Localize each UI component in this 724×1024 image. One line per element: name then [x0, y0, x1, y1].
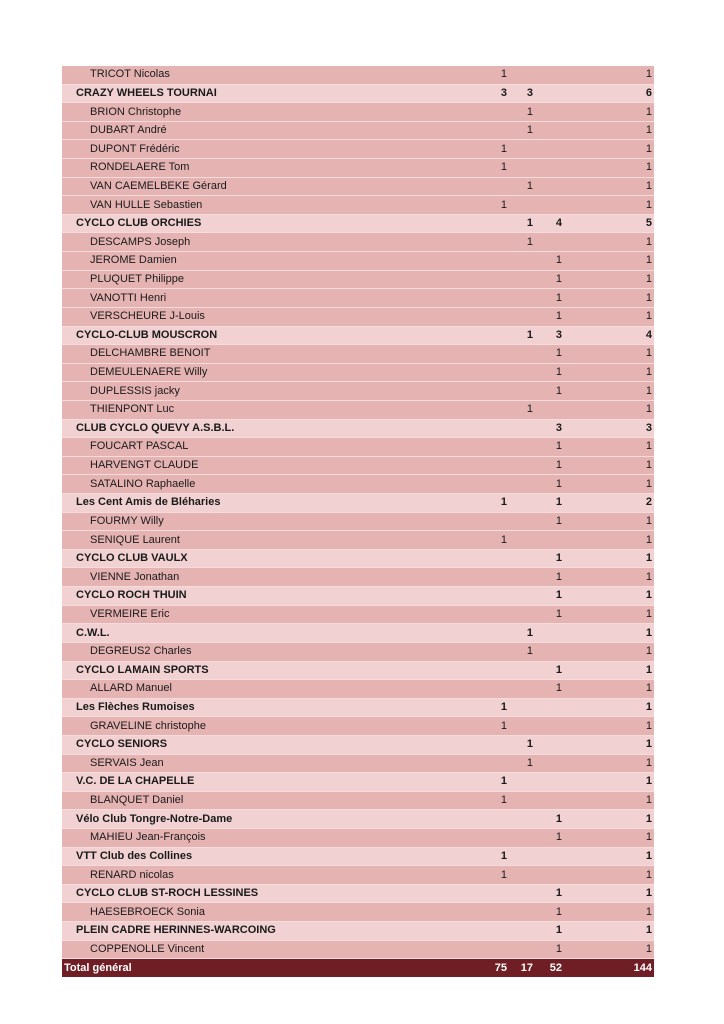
name-cell: DUPONT Frédéric: [62, 140, 427, 159]
row-total-cell: 6: [566, 84, 654, 103]
count-col3-cell: 1: [537, 661, 566, 680]
count-col2-cell: [511, 866, 537, 885]
count-col3-cell: 1: [537, 568, 566, 587]
club-row: [62, 735, 654, 754]
member-row: [62, 196, 654, 215]
count-col2-cell: 1: [511, 624, 537, 643]
row-total-cell: 1: [566, 680, 654, 699]
count-col1-cell: [427, 475, 511, 494]
row-total-cell: 1: [566, 810, 654, 829]
row-total-cell: 1: [566, 363, 654, 382]
club-row: [62, 494, 654, 513]
count-col2-cell: [511, 363, 537, 382]
name-cell: FOURMY Willy: [62, 512, 427, 531]
count-col1-cell: 1: [427, 531, 511, 550]
count-col2-cell: [511, 140, 537, 159]
club-row: [62, 698, 654, 717]
club-row: [62, 214, 654, 233]
count-col3-cell: 1: [537, 289, 566, 308]
count-col2-cell: [511, 828, 537, 847]
row-total-cell: 1: [566, 400, 654, 419]
count-col1-cell: [427, 549, 511, 568]
count-col2-cell: [511, 810, 537, 829]
count-col1-cell: 1: [427, 773, 511, 792]
count-col2-cell: [511, 903, 537, 922]
results-table-body: [62, 66, 654, 977]
count-col2-cell: 1: [511, 103, 537, 122]
name-cell: ALLARD Manuel: [62, 680, 427, 699]
member-row: [62, 270, 654, 289]
count-col1-cell: [427, 400, 511, 419]
count-col2-cell: [511, 159, 537, 178]
name-cell: CYCLO LAMAIN SPORTS: [62, 661, 427, 680]
count-col2-cell: [511, 940, 537, 959]
member-row: [62, 568, 654, 587]
count-col2-cell: [511, 475, 537, 494]
count-col3-cell: 1: [537, 605, 566, 624]
member-row: [62, 512, 654, 531]
count-col2-cell: [511, 661, 537, 680]
row-total-cell: 1: [566, 345, 654, 364]
count-col3-cell: [537, 866, 566, 885]
name-cell: CYCLO CLUB ST-ROCH LESSINES: [62, 884, 427, 903]
name-cell: CYCLO ROCH THUIN: [62, 587, 427, 606]
name-cell: Total général: [62, 959, 427, 977]
name-cell: Les Cent Amis de Bléharies: [62, 494, 427, 513]
row-total-cell: 1: [566, 549, 654, 568]
count-col1-cell: [427, 624, 511, 643]
count-col1-cell: 1: [427, 847, 511, 866]
club-row: [62, 847, 654, 866]
name-cell: COPPENOLLE Vincent: [62, 940, 427, 959]
row-total-cell: 1: [566, 66, 654, 84]
count-col2-cell: [511, 382, 537, 401]
count-col2-cell: [511, 66, 537, 84]
count-col3-cell: [537, 717, 566, 736]
count-col3-cell: 1: [537, 307, 566, 326]
count-col2-cell: [511, 717, 537, 736]
member-row: [62, 233, 654, 252]
row-total-cell: 1: [566, 382, 654, 401]
count-col3-cell: 1: [537, 494, 566, 513]
count-col2-cell: [511, 438, 537, 457]
count-col1-cell: [427, 345, 511, 364]
member-row: [62, 642, 654, 661]
count-col3-cell: [537, 103, 566, 122]
name-cell: VTT Club des Collines: [62, 847, 427, 866]
count-col1-cell: [427, 735, 511, 754]
count-col2-cell: 1: [511, 326, 537, 345]
count-col3-cell: [537, 754, 566, 773]
row-total-cell: 1: [566, 456, 654, 475]
count-col2-cell: [511, 252, 537, 271]
count-col3-cell: [537, 140, 566, 159]
count-col3-cell: 1: [537, 549, 566, 568]
name-cell: VAN CAEMELBEKE Gérard: [62, 177, 427, 196]
member-row: [62, 252, 654, 271]
count-col3-cell: 1: [537, 884, 566, 903]
name-cell: PLEIN CADRE HERINNES-WARCOING: [62, 922, 427, 941]
count-col1-cell: 1: [427, 494, 511, 513]
row-total-cell: 1: [566, 903, 654, 922]
name-cell: Vélo Club Tongre-Notre-Dame: [62, 810, 427, 829]
count-col2-cell: 3: [511, 84, 537, 103]
count-col1-cell: [427, 642, 511, 661]
row-total-cell: 1: [566, 661, 654, 680]
name-cell: DEMEULENAERE Willy: [62, 363, 427, 382]
row-total-cell: 1: [566, 103, 654, 122]
club-row: [62, 84, 654, 103]
count-col3-cell: 1: [537, 512, 566, 531]
count-col1-cell: 1: [427, 196, 511, 215]
name-cell: VERSCHEURE J-Louis: [62, 307, 427, 326]
name-cell: VAN HULLE Sebastien: [62, 196, 427, 215]
count-col2-cell: [511, 605, 537, 624]
count-col2-cell: [511, 494, 537, 513]
grand-total-row: [62, 959, 654, 977]
name-cell: DUBART André: [62, 121, 427, 140]
member-row: [62, 382, 654, 401]
count-col3-cell: 1: [537, 456, 566, 475]
count-col1-cell: [427, 438, 511, 457]
count-col3-cell: 4: [537, 214, 566, 233]
member-row: [62, 363, 654, 382]
count-col2-cell: [511, 698, 537, 717]
name-cell: FOUCART PASCAL: [62, 438, 427, 457]
count-col1-cell: [427, 903, 511, 922]
member-row: [62, 791, 654, 810]
count-col3-cell: 1: [537, 922, 566, 941]
count-col2-cell: [511, 549, 537, 568]
row-total-cell: 1: [566, 922, 654, 941]
row-total-cell: 1: [566, 475, 654, 494]
name-cell: CRAZY WHEELS TOURNAI: [62, 84, 427, 103]
name-cell: GRAVELINE christophe: [62, 717, 427, 736]
count-col2-cell: 1: [511, 233, 537, 252]
count-col1-cell: 1: [427, 66, 511, 84]
count-col1-cell: 1: [427, 159, 511, 178]
row-total-cell: 1: [566, 531, 654, 550]
name-cell: CLUB CYCLO QUEVY A.S.B.L.: [62, 419, 427, 438]
member-row: [62, 103, 654, 122]
row-total-cell: 1: [566, 642, 654, 661]
row-total-cell: 1: [566, 307, 654, 326]
count-col3-cell: [537, 791, 566, 810]
member-row: [62, 866, 654, 885]
count-col3-cell: [537, 196, 566, 215]
count-col3-cell: [537, 698, 566, 717]
name-cell: THIENPONT Luc: [62, 400, 427, 419]
row-total-cell: 1: [566, 735, 654, 754]
row-total-cell: 1: [566, 828, 654, 847]
row-total-cell: 1: [566, 177, 654, 196]
row-total-cell: 1: [566, 698, 654, 717]
member-row: [62, 177, 654, 196]
member-row: [62, 307, 654, 326]
member-row: [62, 140, 654, 159]
count-col2-cell: [511, 847, 537, 866]
count-col3-cell: 1: [537, 810, 566, 829]
row-total-cell: 1: [566, 866, 654, 885]
row-total-cell: 1: [566, 624, 654, 643]
name-cell: HAESEBROECK Sonia: [62, 903, 427, 922]
count-col2-cell: [511, 773, 537, 792]
member-row: [62, 345, 654, 364]
count-col1-cell: [427, 810, 511, 829]
count-col1-cell: 1: [427, 717, 511, 736]
row-total-cell: 1: [566, 252, 654, 271]
name-cell: CYCLO CLUB ORCHIES: [62, 214, 427, 233]
member-row: [62, 456, 654, 475]
count-col2-cell: 1: [511, 735, 537, 754]
count-col2-cell: [511, 791, 537, 810]
count-col1-cell: [427, 754, 511, 773]
count-col3-cell: [537, 84, 566, 103]
count-col1-cell: [427, 214, 511, 233]
member-row: [62, 66, 654, 84]
count-col1-cell: [427, 512, 511, 531]
member-row: [62, 438, 654, 457]
row-total-cell: 1: [566, 270, 654, 289]
name-cell: JEROME Damien: [62, 252, 427, 271]
count-col1-cell: [427, 270, 511, 289]
count-col3-cell: 1: [537, 475, 566, 494]
count-col1-cell: [427, 828, 511, 847]
name-cell: CYCLO SENIORS: [62, 735, 427, 754]
count-col3-cell: [537, 400, 566, 419]
name-cell: CYCLO CLUB VAULX: [62, 549, 427, 568]
count-col3-cell: [537, 531, 566, 550]
count-col1-cell: [427, 252, 511, 271]
count-col2-cell: [511, 922, 537, 941]
name-cell: MAHIEU Jean-François: [62, 828, 427, 847]
row-total-cell: 4: [566, 326, 654, 345]
count-col3-cell: 1: [537, 587, 566, 606]
count-col1-cell: [427, 940, 511, 959]
count-col1-cell: [427, 587, 511, 606]
count-col3-cell: [537, 624, 566, 643]
name-cell: BLANQUET Daniel: [62, 791, 427, 810]
member-row: [62, 680, 654, 699]
row-total-cell: 1: [566, 605, 654, 624]
row-total-cell: 5: [566, 214, 654, 233]
count-col1-cell: [427, 177, 511, 196]
count-col2-cell: [511, 884, 537, 903]
results-table: [62, 66, 654, 977]
member-row: [62, 828, 654, 847]
count-col3-cell: 1: [537, 345, 566, 364]
row-total-cell: 1: [566, 196, 654, 215]
club-row: [62, 884, 654, 903]
count-col2-cell: [511, 531, 537, 550]
count-col1-cell: [427, 326, 511, 345]
count-col3-cell: 1: [537, 252, 566, 271]
count-col3-cell: 1: [537, 940, 566, 959]
count-col3-cell: 1: [537, 363, 566, 382]
count-col2-cell: 17: [511, 959, 537, 977]
count-col1-cell: [427, 363, 511, 382]
row-total-cell: 1: [566, 159, 654, 178]
count-col3-cell: [537, 773, 566, 792]
count-col1-cell: [427, 289, 511, 308]
row-total-cell: 1: [566, 884, 654, 903]
member-row: [62, 531, 654, 550]
count-col2-cell: [511, 307, 537, 326]
member-row: [62, 903, 654, 922]
count-col2-cell: 1: [511, 642, 537, 661]
row-total-cell: 2: [566, 494, 654, 513]
row-total-cell: 1: [566, 512, 654, 531]
name-cell: RENARD nicolas: [62, 866, 427, 885]
club-row: [62, 922, 654, 941]
name-cell: DEGREUS2 Charles: [62, 642, 427, 661]
count-col1-cell: 1: [427, 140, 511, 159]
count-col2-cell: [511, 456, 537, 475]
name-cell: VIENNE Jonathan: [62, 568, 427, 587]
member-row: [62, 717, 654, 736]
row-total-cell: 1: [566, 773, 654, 792]
row-total-cell: 144: [566, 959, 654, 977]
count-col3-cell: [537, 177, 566, 196]
count-col3-cell: 52: [537, 959, 566, 977]
count-col1-cell: [427, 680, 511, 699]
row-total-cell: 1: [566, 754, 654, 773]
count-col1-cell: [427, 121, 511, 140]
club-row: [62, 587, 654, 606]
member-row: [62, 475, 654, 494]
member-row: [62, 121, 654, 140]
member-row: [62, 289, 654, 308]
club-row: [62, 419, 654, 438]
row-total-cell: 1: [566, 121, 654, 140]
count-col2-cell: [511, 345, 537, 364]
count-col1-cell: [427, 233, 511, 252]
count-col1-cell: [427, 661, 511, 680]
member-row: [62, 159, 654, 178]
count-col3-cell: 1: [537, 438, 566, 457]
club-row: [62, 549, 654, 568]
name-cell: DELCHAMBRE BENOIT: [62, 345, 427, 364]
row-total-cell: 1: [566, 140, 654, 159]
name-cell: VANOTTI Henri: [62, 289, 427, 308]
count-col3-cell: [537, 121, 566, 140]
count-col3-cell: 3: [537, 326, 566, 345]
count-col3-cell: [537, 847, 566, 866]
name-cell: TRICOT Nicolas: [62, 66, 427, 84]
count-col1-cell: 3: [427, 84, 511, 103]
count-col2-cell: [511, 289, 537, 308]
count-col2-cell: [511, 680, 537, 699]
count-col1-cell: 1: [427, 698, 511, 717]
name-cell: VERMEIRE Eric: [62, 605, 427, 624]
name-cell: SERVAIS Jean: [62, 754, 427, 773]
count-col1-cell: [427, 605, 511, 624]
count-col3-cell: [537, 233, 566, 252]
count-col3-cell: 1: [537, 382, 566, 401]
row-total-cell: 1: [566, 587, 654, 606]
club-row: [62, 624, 654, 643]
count-col3-cell: 3: [537, 419, 566, 438]
name-cell: HARVENGT CLAUDE: [62, 456, 427, 475]
member-row: [62, 940, 654, 959]
row-total-cell: 1: [566, 791, 654, 810]
count-col3-cell: [537, 735, 566, 754]
name-cell: DUPLESSIS jacky: [62, 382, 427, 401]
row-total-cell: 1: [566, 847, 654, 866]
count-col1-cell: [427, 884, 511, 903]
count-col1-cell: [427, 307, 511, 326]
count-col3-cell: [537, 159, 566, 178]
count-col3-cell: 1: [537, 903, 566, 922]
count-col3-cell: [537, 642, 566, 661]
count-col2-cell: [511, 270, 537, 289]
count-col1-cell: [427, 456, 511, 475]
row-total-cell: 1: [566, 940, 654, 959]
count-col3-cell: 1: [537, 680, 566, 699]
count-col1-cell: [427, 103, 511, 122]
name-cell: V.C. DE LA CHAPELLE: [62, 773, 427, 792]
row-total-cell: 1: [566, 717, 654, 736]
row-total-cell: 1: [566, 233, 654, 252]
member-row: [62, 754, 654, 773]
club-row: [62, 661, 654, 680]
name-cell: RONDELAERE Tom: [62, 159, 427, 178]
name-cell: Les Flèches Rumoises: [62, 698, 427, 717]
club-row: [62, 773, 654, 792]
name-cell: PLUQUET Philippe: [62, 270, 427, 289]
club-row: [62, 326, 654, 345]
count-col2-cell: 1: [511, 121, 537, 140]
count-col2-cell: 1: [511, 754, 537, 773]
count-col1-cell: [427, 419, 511, 438]
row-total-cell: 1: [566, 438, 654, 457]
name-cell: C.W.L.: [62, 624, 427, 643]
count-col2-cell: [511, 512, 537, 531]
row-total-cell: 1: [566, 568, 654, 587]
name-cell: SENIQUE Laurent: [62, 531, 427, 550]
count-col3-cell: 1: [537, 828, 566, 847]
row-total-cell: 1: [566, 289, 654, 308]
row-total-cell: 3: [566, 419, 654, 438]
count-col2-cell: [511, 568, 537, 587]
name-cell: DESCAMPS Joseph: [62, 233, 427, 252]
member-row: [62, 400, 654, 419]
count-col1-cell: [427, 382, 511, 401]
count-col2-cell: 1: [511, 214, 537, 233]
count-col3-cell: [537, 66, 566, 84]
count-col1-cell: [427, 922, 511, 941]
count-col1-cell: [427, 568, 511, 587]
count-col2-cell: [511, 196, 537, 215]
count-col3-cell: 1: [537, 270, 566, 289]
count-col2-cell: [511, 587, 537, 606]
count-col1-cell: 1: [427, 791, 511, 810]
count-col1-cell: 1: [427, 866, 511, 885]
count-col1-cell: 75: [427, 959, 511, 977]
member-row: [62, 605, 654, 624]
count-col2-cell: 1: [511, 177, 537, 196]
name-cell: CYCLO-CLUB MOUSCRON: [62, 326, 427, 345]
club-row: [62, 810, 654, 829]
name-cell: SATALINO Raphaelle: [62, 475, 427, 494]
count-col2-cell: 1: [511, 400, 537, 419]
name-cell: BRION Christophe: [62, 103, 427, 122]
count-col2-cell: [511, 419, 537, 438]
